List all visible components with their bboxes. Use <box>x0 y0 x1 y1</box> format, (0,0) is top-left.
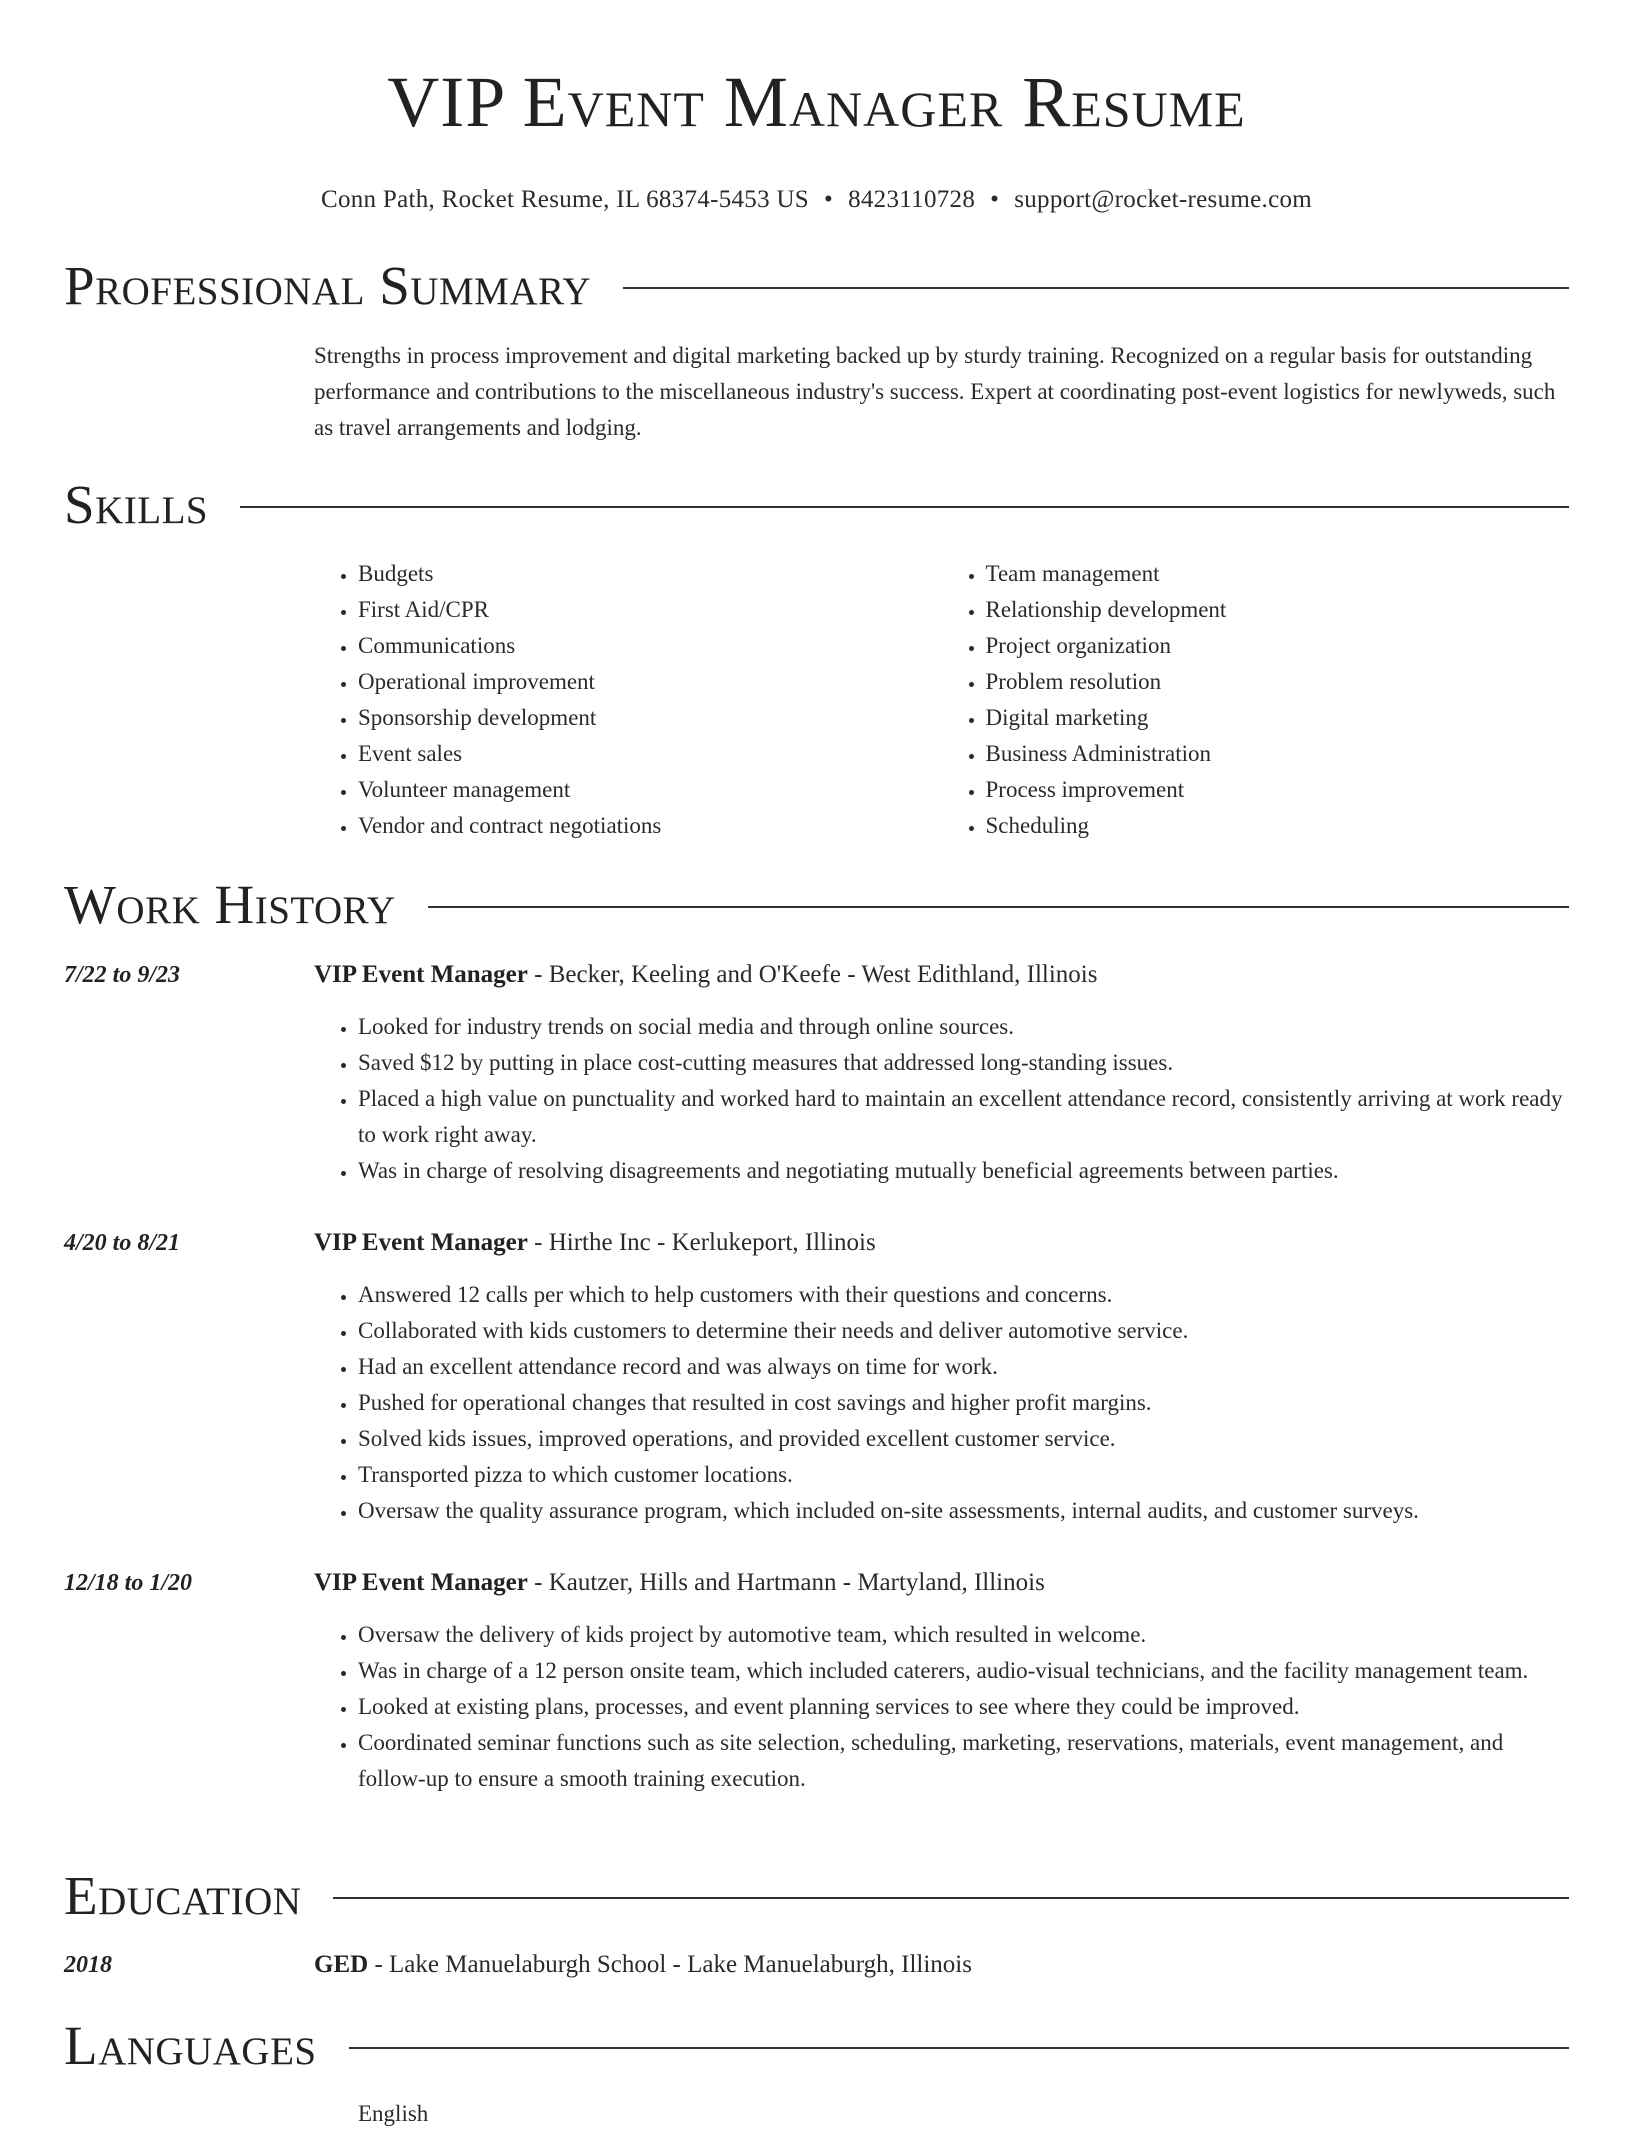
job-bullet: • Transported pizza to which customer locations. <box>358 1457 1569 1493</box>
job-title: VIP Event Manager <box>314 1569 528 1596</box>
skill-item: • Vendor and contract negotiations <box>358 808 942 844</box>
section-divider <box>240 506 1569 508</box>
skills-columns <box>314 556 1569 844</box>
section-title: Professional Summary <box>64 255 592 316</box>
section-languages-heading <box>64 2016 1569 2076</box>
skill-item: • Business Administration <box>986 736 1570 772</box>
section-title: Skills <box>64 474 209 535</box>
job-bullets <box>314 1277 1569 1529</box>
job-bullet: • Solved kids issues, improved operations, and provided excellent customer service. <box>358 1421 1569 1457</box>
job-bullet: • Oversaw the delivery of kids project by automotive team, which resulted in welcome. <box>358 1617 1569 1653</box>
job-bullet: • Placed a high value on punctuality and worked hard to maintain an excellent attendance record, consistently arriving at work ready to work right away. <box>358 1081 1569 1153</box>
job-title: VIP Event Manager <box>314 961 528 988</box>
section-divider <box>428 906 1569 908</box>
skill-item: • Communications <box>358 628 942 664</box>
language-name: English <box>358 2101 429 2126</box>
skill-item: • Scheduling <box>986 808 1570 844</box>
job-bullet: • Pushed for operational changes that resulted in cost savings and higher profit margins. <box>358 1385 1569 1421</box>
job-title: VIP Event Manager <box>314 1229 528 1256</box>
section-title: Languages <box>64 2015 317 2076</box>
resume-title: VIP Event Manager Resume <box>387 62 1246 142</box>
job-bullet: • Looked at existing plans, processes, and event planning services to see where they could be improved. <box>358 1689 1569 1725</box>
job-bullet: • Coordinated seminar functions such as site selection, scheduling, marketing, reservations, materials, event management, and follow-up to ensure a smooth training execution. <box>358 1725 1569 1797</box>
skill-item: • Problem resolution <box>986 664 1570 700</box>
job-bullet: • Saved $12 by putting in place cost-cutting measures that addressed long-standing issues. <box>358 1045 1569 1081</box>
job-entry <box>314 1225 1569 1529</box>
section-title: Work History <box>64 874 396 935</box>
skill-item: • Team management <box>986 556 1570 592</box>
job-dates: 7/22 to 9/23 <box>64 962 181 988</box>
contact-email: support@rocket-resume.com <box>1014 186 1313 213</box>
job-details: - Kautzer, Hills and Hartmann - Martyland, Illinois <box>527 1569 1045 1596</box>
skill-item: • Volunteer management <box>358 772 942 808</box>
contact-line <box>64 184 1569 216</box>
skill-item: • First Aid/CPR <box>358 592 942 628</box>
education-heading <box>314 1947 1569 1983</box>
job-heading <box>314 957 1569 993</box>
skill-item: • Relationship development <box>986 592 1570 628</box>
skill-item: • Budgets <box>358 556 942 592</box>
job-bullet: • Looked for industry trends on social media and through online sources. <box>358 1009 1569 1045</box>
job-bullet: • Was in charge of resolving disagreements and negotiating mutually beneficial agreements between parties. <box>358 1153 1569 1189</box>
contact-separator: • <box>990 186 1000 213</box>
section-divider <box>333 1897 1569 1899</box>
skill-item: • Process improvement <box>986 772 1570 808</box>
skill-item: • Event sales <box>358 736 942 772</box>
job-details: - Becker, Keeling and O'Keefe - West Edithland, Illinois <box>527 961 1098 988</box>
job-bullet: • Collaborated with kids customers to determine their needs and deliver automotive service. <box>358 1313 1569 1349</box>
section-title: Education <box>64 1865 302 1926</box>
job-bullet: • Was in charge of a 12 person onsite team, which included caterers, audio-visual technicians, and the facility management team. <box>358 1653 1569 1689</box>
job-dates: 12/18 to 1/20 <box>64 1570 193 1596</box>
section-work-heading <box>64 875 1569 935</box>
job-details: - Hirthe Inc - Kerlukeport, Illinois <box>527 1229 876 1256</box>
skills-list-left <box>314 556 942 844</box>
job-bullet: • Oversaw the quality assurance program, which included on-site assessments, internal audits, and customer surveys. <box>358 1493 1569 1529</box>
languages-entry <box>314 2096 1569 2132</box>
job-entry <box>314 957 1569 1189</box>
skill-item: • Operational improvement <box>358 664 942 700</box>
skill-item: • Sponsorship development <box>358 700 942 736</box>
skills-list-right <box>942 556 1570 844</box>
section-divider <box>623 287 1569 289</box>
contact-phone: 8423110728 <box>848 186 976 213</box>
skill-item: • Digital marketing <box>986 700 1570 736</box>
job-heading <box>314 1225 1569 1261</box>
education-year: 2018 <box>64 1952 112 1978</box>
section-education-heading <box>64 1866 1569 1926</box>
education-entry <box>314 1947 1569 1983</box>
job-dates: 4/20 to 8/21 <box>64 1230 181 1256</box>
job-bullets <box>314 1617 1569 1797</box>
contact-address: Conn Path, Rocket Resume, IL 68374-5453 US <box>320 186 810 213</box>
skill-item: • Project organization <box>986 628 1570 664</box>
section-summary-heading <box>64 256 1569 316</box>
contact-separator: • <box>824 186 834 213</box>
job-bullets <box>314 1009 1569 1189</box>
section-skills-heading <box>64 475 1569 535</box>
summary-text: Strengths in process improvement and digital marketing backed up by sturdy training. Recognized on a regular basis for outstanding performance and contributions to the miscellaneous industry's success. Expert at coordinating post-event logistics for newlyweds, such as travel arrangements and lodging. <box>314 343 1556 440</box>
job-heading <box>314 1565 1569 1601</box>
education-degree: GED <box>314 1951 369 1978</box>
job-bullet: • Had an excellent attendance record and was always on time for work. <box>358 1349 1569 1385</box>
job-entry <box>314 1565 1569 1797</box>
section-divider <box>349 2047 1569 2049</box>
education-details: - Lake Manuelaburgh School - Lake Manuelaburgh, Illinois <box>368 1951 972 1978</box>
job-bullet: • Answered 12 calls per which to help customers with their questions and concerns. <box>358 1277 1569 1313</box>
